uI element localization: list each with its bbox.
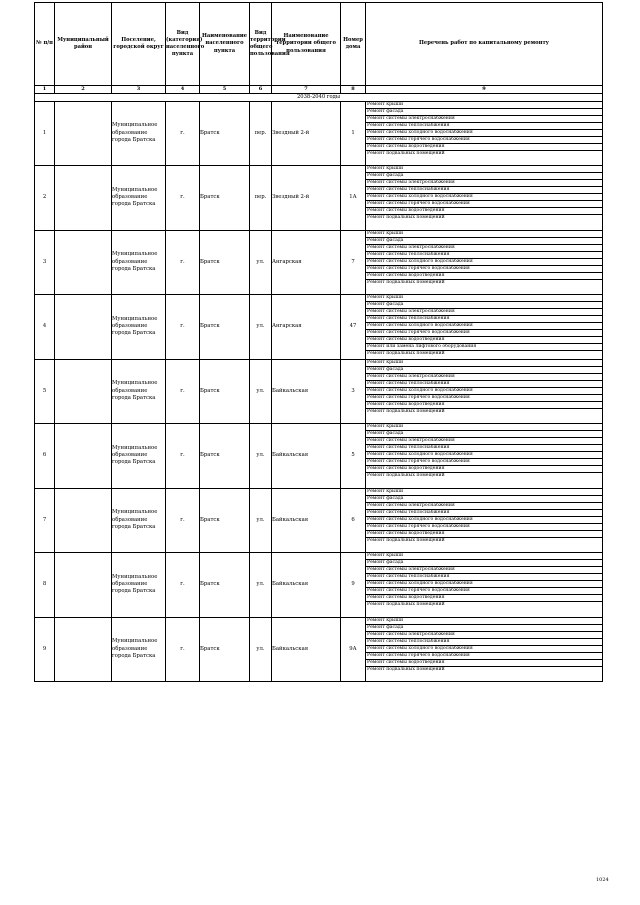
row-municipality: Муниципальное образование города Братска: [112, 617, 166, 682]
row-works-list: [366, 359, 603, 424]
work-item: Ремонт системы холодного водоснабжения: [366, 581, 602, 588]
work-item: Ремонт системы водоотведения: [366, 660, 602, 667]
work-item: Ремонт системы теплоснабжения: [366, 639, 602, 646]
work-item: Ремонт фасада: [366, 302, 602, 309]
row-territory: Ангарская: [272, 295, 341, 360]
work-item: Ремонт крыши: [366, 166, 602, 173]
row-number: 7: [35, 488, 55, 553]
table-row: [35, 295, 603, 360]
work-item: Ремонт системы горячего водоснабжения: [366, 137, 602, 144]
work-item: Ремонт системы электроснабжения: [366, 503, 602, 510]
work-item: Ремонт подвальных помещений: [367, 602, 445, 608]
row-municipality: Муниципальное образование города Братска: [112, 295, 166, 360]
work-item: Ремонт фасада: [366, 560, 602, 567]
column-number: 3: [112, 86, 166, 94]
work-item: Ремонт крыши: [366, 231, 602, 238]
work-item: Ремонт системы водоотведения: [366, 466, 602, 473]
work-item: Ремонт системы теплоснабжения: [366, 381, 602, 388]
work-item: Ремонт системы холодного водоснабжения: [366, 517, 602, 524]
row-works-list: [366, 553, 603, 618]
row-number: 4: [35, 295, 55, 360]
row-house-number: 5: [341, 424, 366, 489]
row-territory: Звездный 2-й: [272, 101, 341, 166]
row-district: [55, 166, 112, 231]
row-house-number: 47: [341, 295, 366, 360]
row-settlement: Братск: [200, 617, 250, 682]
row-settlement-type: г.: [166, 101, 200, 166]
work-item: Ремонт системы электроснабжения: [366, 309, 602, 316]
work-item: Ремонт системы горячего водоснабжения: [366, 201, 602, 208]
work-item: Ремонт фасада: [366, 496, 602, 503]
work-item: Ремонт системы горячего водоснабжения: [366, 588, 602, 595]
column-number: 2: [55, 86, 112, 94]
work-item: Ремонт подвальных помещений: [367, 279, 445, 285]
table-row: [35, 424, 603, 489]
work-item: Ремонт системы горячего водоснабжения: [366, 266, 602, 273]
row-district: [55, 424, 112, 489]
work-item: Ремонт системы электроснабжения: [366, 567, 602, 574]
work-item: Ремонт системы горячего водоснабжения: [366, 459, 602, 466]
row-municipality: Муниципальное образование города Братска: [112, 166, 166, 231]
work-item: Ремонт системы водоотведения: [366, 402, 602, 409]
work-item: Ремонт крыши: [366, 553, 602, 560]
column-numbers-row: [35, 86, 603, 94]
row-territory-type: ул.: [250, 553, 272, 618]
row-district: [55, 101, 112, 166]
row-number: 3: [35, 230, 55, 295]
row-territory: Байкальская: [272, 553, 341, 618]
work-item: Ремонт фасада: [366, 109, 602, 116]
work-item: Ремонт фасада: [366, 625, 602, 632]
work-item: Ремонт системы горячего водоснабжения: [366, 653, 602, 660]
header-territory: Наименование территории общего пользования: [272, 3, 341, 86]
work-item: Ремонт крыши: [366, 618, 602, 625]
row-municipality: Муниципальное образование города Братска: [112, 424, 166, 489]
header-municipality: Поселение, городской округ: [112, 3, 166, 86]
work-item: Ремонт системы теплоснабжения: [366, 445, 602, 452]
row-house-number: 9А: [341, 617, 366, 682]
work-item: Ремонт крыши: [366, 360, 602, 367]
row-house-number: 6: [341, 488, 366, 553]
row-municipality: Муниципальное образование города Братска: [112, 230, 166, 295]
row-territory: Байкальская: [272, 359, 341, 424]
work-item: Ремонт подвальных помещений: [367, 473, 445, 479]
row-territory-type: ул.: [250, 488, 272, 553]
row-territory: Ангарская: [272, 230, 341, 295]
work-item: Ремонт системы электроснабжения: [366, 438, 602, 445]
row-works-list: [366, 101, 603, 166]
work-item: Ремонт системы электроснабжения: [366, 180, 602, 187]
row-house-number: 7: [341, 230, 366, 295]
column-number: 8: [341, 86, 366, 94]
row-settlement: Братск: [200, 295, 250, 360]
row-territory: Байкальская: [272, 488, 341, 553]
work-item: Ремонт системы водоотведения: [366, 273, 602, 280]
work-item: Ремонт системы горячего водоснабжения: [366, 395, 602, 402]
work-item: Ремонт системы теплоснабжения: [366, 123, 602, 130]
work-item: Ремонт крыши: [366, 424, 602, 431]
column-number: 6: [250, 86, 272, 94]
row-municipality: Муниципальное образование города Братска: [112, 101, 166, 166]
column-number: 5: [200, 86, 250, 94]
row-territory: Звездный 2-й: [272, 166, 341, 231]
row-house-number: 3: [341, 359, 366, 424]
header-row: [35, 3, 603, 86]
row-works-list: [366, 230, 603, 295]
work-item: Ремонт системы электроснабжения: [366, 116, 602, 123]
work-item: Ремонт подвальных помещений: [367, 666, 445, 672]
row-territory-type: ул.: [250, 359, 272, 424]
row-territory-type: пер.: [250, 166, 272, 231]
work-item: Ремонт системы теплоснабжения: [366, 252, 602, 259]
row-house-number: 1: [341, 101, 366, 166]
header-district: Муниципальный район: [55, 3, 112, 86]
row-works-list: [366, 617, 603, 682]
row-settlement-type: г.: [166, 424, 200, 489]
work-item: Ремонт системы теплоснабжения: [366, 574, 602, 581]
row-municipality: Муниципальное образование города Братска: [112, 488, 166, 553]
work-item: Ремонт системы теплоснабжения: [366, 510, 602, 517]
header-settlement-type: Вид (категория) населенного пункта: [166, 3, 200, 86]
header-num: № п/п: [35, 3, 55, 86]
row-settlement-type: г.: [166, 553, 200, 618]
work-item: Ремонт крыши: [366, 489, 602, 496]
work-item: Ремонт системы теплоснабжения: [366, 316, 602, 323]
row-district: [55, 488, 112, 553]
work-item: Ремонт системы теплоснабжения: [366, 187, 602, 194]
header-house: Номер дома: [341, 3, 366, 86]
work-item: Ремонт системы холодного водоснабжения: [366, 194, 602, 201]
row-settlement-type: г.: [166, 488, 200, 553]
work-item: Ремонт крыши: [366, 102, 602, 109]
work-item: Ремонт системы холодного водоснабжения: [366, 130, 602, 137]
row-settlement-type: г.: [166, 359, 200, 424]
row-settlement: Братск: [200, 166, 250, 231]
work-item: Ремонт подвальных помещений: [367, 351, 445, 357]
row-number: 1: [35, 101, 55, 166]
row-number: 5: [35, 359, 55, 424]
row-territory-type: пер.: [250, 101, 272, 166]
row-settlement-type: г.: [166, 166, 200, 231]
row-district: [55, 553, 112, 618]
row-territory: Байкальская: [272, 424, 341, 489]
row-works-list: [366, 295, 603, 360]
row-settlement-type: г.: [166, 617, 200, 682]
work-item: Ремонт системы водоотведения: [366, 595, 602, 602]
row-district: [55, 359, 112, 424]
row-house-number: 1А: [341, 166, 366, 231]
row-settlement: Братск: [200, 488, 250, 553]
work-item: Ремонт системы холодного водоснабжения: [366, 646, 602, 653]
work-item: Ремонт подвальных помещений: [367, 408, 445, 414]
row-territory-type: ул.: [250, 230, 272, 295]
row-district: [55, 295, 112, 360]
period-label: 2038-2040 годы: [35, 93, 603, 101]
work-item: Ремонт подвальных помещений: [367, 150, 445, 156]
row-district: [55, 617, 112, 682]
row-number: 2: [35, 166, 55, 231]
row-number: 9: [35, 617, 55, 682]
work-item: Ремонт системы электроснабжения: [366, 632, 602, 639]
row-works-list: [366, 166, 603, 231]
header-settlement: Наименование населенного пункта: [200, 3, 250, 86]
table-row: [35, 553, 603, 618]
row-municipality: Муниципальное образование города Братска: [112, 553, 166, 618]
row-territory-type: ул.: [250, 424, 272, 489]
work-item: Ремонт подвальных помещений: [367, 537, 445, 543]
work-item: Ремонт системы холодного водоснабжения: [366, 452, 602, 459]
work-item: Ремонт системы электроснабжения: [366, 245, 602, 252]
work-item: Ремонт системы электроснабжения: [366, 374, 602, 381]
row-works-list: [366, 424, 603, 489]
row-settlement: Братск: [200, 359, 250, 424]
work-item: Ремонт системы водоотведения: [366, 531, 602, 538]
column-number: 4: [166, 86, 200, 94]
work-item: Ремонт системы холодного водоснабжения: [366, 259, 602, 266]
header-territory-type: Вид территории общего пользования: [250, 3, 272, 86]
work-item: Ремонт системы горячего водоснабжения: [366, 524, 602, 531]
page-number: 1024: [596, 877, 609, 883]
row-settlement: Братск: [200, 553, 250, 618]
row-settlement: Братск: [200, 424, 250, 489]
work-item: Ремонт системы водоотведения: [366, 208, 602, 215]
work-item: Ремонт системы горячего водоснабжения: [366, 330, 602, 337]
capital-repair-table: [34, 2, 603, 682]
work-item: Ремонт системы холодного водоснабжения: [366, 323, 602, 330]
work-item: Ремонт фасада: [366, 173, 602, 180]
row-works-list: [366, 488, 603, 553]
table-row: [35, 166, 603, 231]
row-territory-type: ул.: [250, 617, 272, 682]
work-item: Ремонт или замена лифтового оборудования: [366, 344, 602, 351]
header-works: Перечень работ по капитальному ремонту: [366, 3, 603, 86]
column-number: 9: [366, 86, 603, 94]
row-territory-type: ул.: [250, 295, 272, 360]
table-row: [35, 101, 603, 166]
work-item: Ремонт подвальных помещений: [367, 215, 445, 221]
work-item: Ремонт крыши: [366, 295, 602, 302]
row-settlement-type: г.: [166, 295, 200, 360]
row-settlement: Братск: [200, 101, 250, 166]
table-row: [35, 359, 603, 424]
row-municipality: Муниципальное образование города Братска: [112, 359, 166, 424]
work-item: Ремонт фасада: [366, 367, 602, 374]
work-item: Ремонт фасада: [366, 238, 602, 245]
table-row: [35, 617, 603, 682]
row-district: [55, 230, 112, 295]
table-row: [35, 230, 603, 295]
row-number: 6: [35, 424, 55, 489]
table-row: [35, 488, 603, 553]
column-number: 1: [35, 86, 55, 94]
column-number: 7: [272, 86, 341, 94]
work-item: Ремонт системы водоотведения: [366, 144, 602, 151]
row-territory: Байкальская: [272, 617, 341, 682]
row-settlement: Братск: [200, 230, 250, 295]
row-settlement-type: г.: [166, 230, 200, 295]
row-number: 8: [35, 553, 55, 618]
work-item: Ремонт системы холодного водоснабжения: [366, 388, 602, 395]
row-house-number: 9: [341, 553, 366, 618]
work-item: Ремонт системы водоотведения: [366, 337, 602, 344]
period-row: [35, 93, 603, 101]
work-item: Ремонт фасада: [366, 431, 602, 438]
